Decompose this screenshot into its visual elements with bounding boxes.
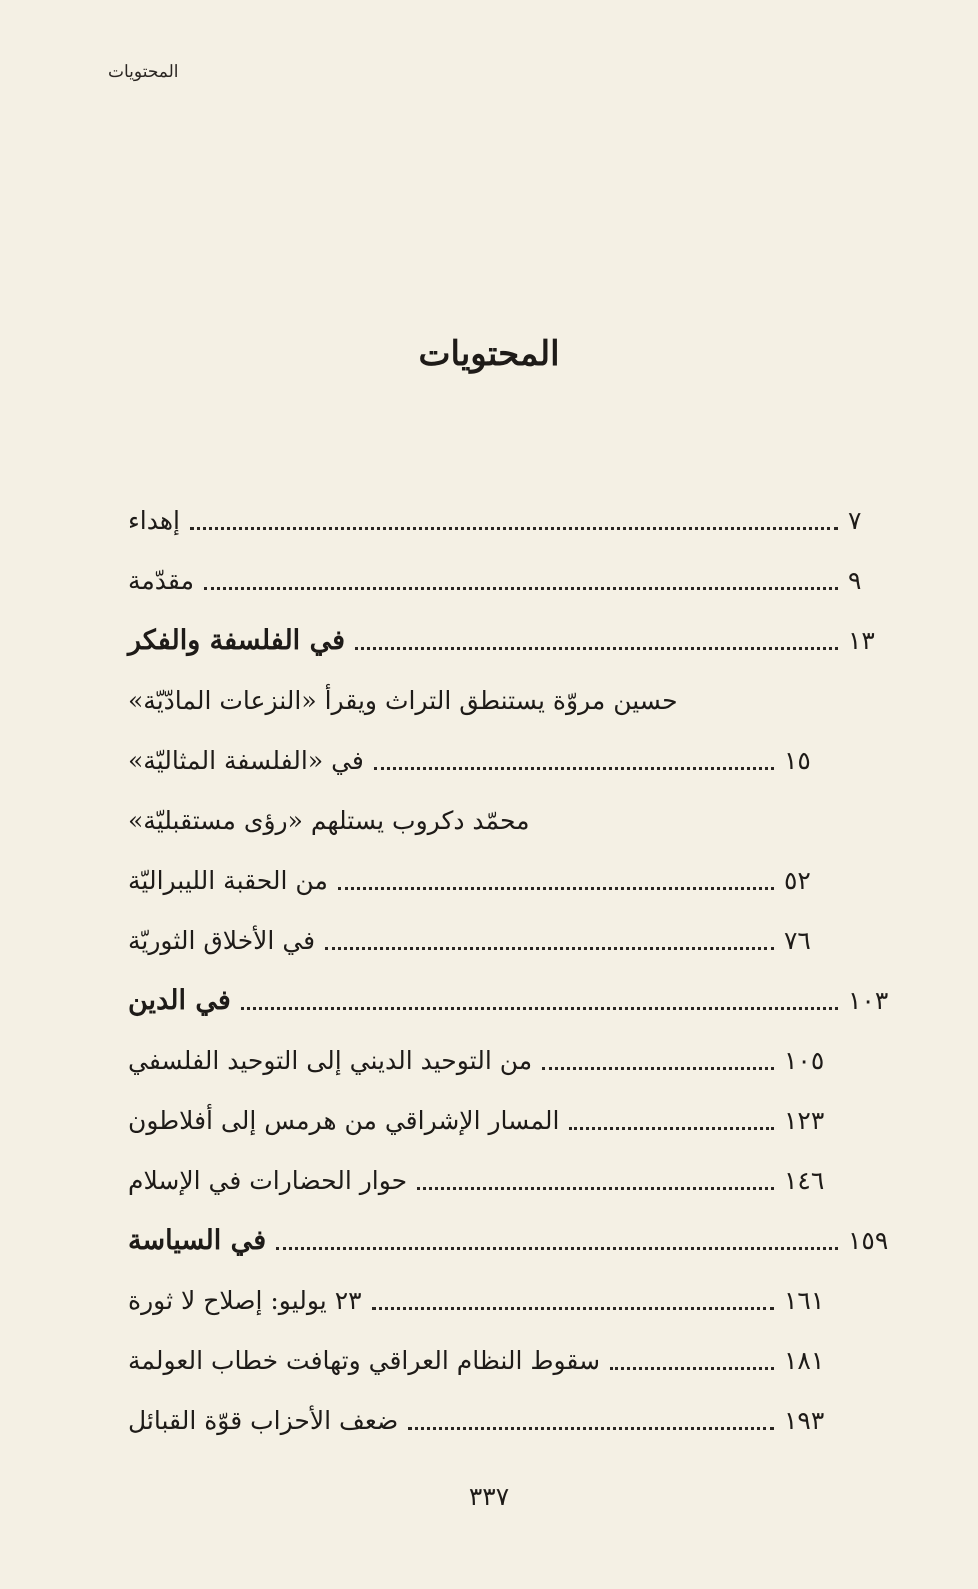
dot-leader [276,1247,838,1250]
toc-entry-page-number: ١٥٩ [848,1225,889,1255]
toc-entry-title: في السياسة [128,1224,267,1256]
toc-entry-title: مقدّمة [128,565,194,595]
dot-leader [355,647,838,650]
table-of-contents [128,490,904,1450]
toc-entry-page-number: ١٥ [784,745,811,775]
toc-entry-title: من التوحيد الديني إلى التوحيد الفلسفي [128,1045,533,1075]
dot-leader [338,887,774,890]
toc-entry-title: سقوط النظام العراقي وتهافت خطاب العولمة [128,1345,601,1375]
page-number: ٣٣٧ [468,1482,510,1511]
toc-entry [128,790,904,850]
toc-entry-title: إهداء [128,505,180,535]
toc-entry-title: المسار الإشراقي من هرمس إلى أفلاطون [128,1105,560,1135]
toc-entry-page-number: ٧ [848,505,862,535]
toc-entry [128,1030,904,1090]
toc-section-entry [128,970,904,1030]
toc-entry-title: حوار الحضارات في الإسلام [128,1165,408,1195]
toc-entry [128,730,904,790]
dot-leader [569,1127,774,1130]
toc-entry-title: من الحقبة الليبراليّة [128,865,328,895]
toc-entry-page-number: ١٠٥ [784,1045,825,1075]
toc-entry [128,910,904,970]
toc-entry [128,550,904,610]
dot-leader [374,767,774,770]
toc-entry-page-number: ١٠٣ [848,985,889,1015]
toc-entry-title: ضعف الأحزاب قوّة القبائل [128,1405,399,1435]
toc-entry [128,1390,904,1450]
toc-entry-title: حسين مروّة يستنطق التراث ويقرأ «النزعات المادّيّة» [128,685,678,715]
toc-entry-title: في الدين [128,984,231,1016]
toc-entry-title: ٢٣ يوليو: إصلاح لا ثورة [128,1285,362,1315]
toc-entry-page-number: ١٨١ [784,1345,825,1375]
dot-leader [408,1427,774,1430]
dot-leader [241,1007,838,1010]
running-head: المحتويات [108,62,179,82]
toc-section-entry [128,610,904,670]
dot-leader [372,1307,774,1310]
toc-entry-page-number: ١٢٣ [784,1105,825,1135]
toc-entry [128,490,904,550]
toc-entry [128,1150,904,1210]
toc-entry-title: في الأخلاق الثوريّة [128,925,316,955]
dot-leader [325,947,774,950]
toc-entry-page-number: ١٩٣ [784,1405,825,1435]
toc-entry [128,1090,904,1150]
dot-leader [542,1067,774,1070]
toc-entry-page-number: ٧٦ [784,925,811,955]
dot-leader [417,1187,774,1190]
toc-entry-page-number: ١٤٦ [784,1165,825,1195]
toc-entry-page-number: ٩ [848,565,862,595]
toc-entry [128,1270,904,1330]
dot-leader [190,527,838,530]
toc-entry-title: محمّد دكروب يستلهم «رؤى مستقبليّة» [128,805,530,835]
page-title: المحتويات [418,334,560,374]
toc-entry [128,1330,904,1390]
dot-leader [204,587,838,590]
dot-leader [610,1367,774,1370]
toc-section-entry [128,1210,904,1270]
toc-entry-title: في «الفلسفة المثاليّة» [128,745,364,775]
toc-entry-page-number: ١٦١ [784,1285,825,1315]
toc-entry-page-number: ١٣ [848,625,875,655]
toc-entry [128,670,904,730]
toc-entry [128,850,904,910]
toc-entry-page-number: ٥٢ [784,865,811,895]
toc-entry-title: في الفلسفة والفكر [128,624,345,656]
